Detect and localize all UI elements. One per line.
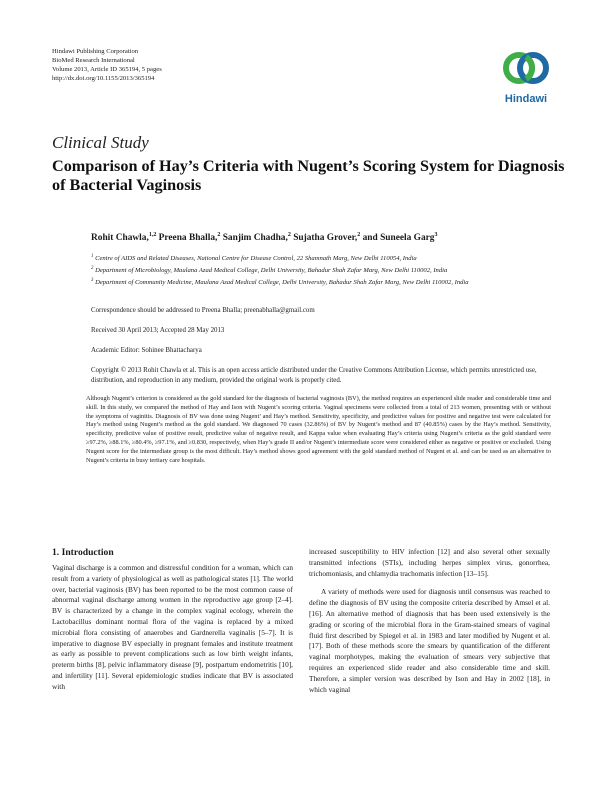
- journal-line: BioMed Research International: [52, 57, 135, 64]
- hindawi-logo-text: Hindawi: [504, 93, 548, 105]
- author-list: [91, 232, 438, 243]
- paper-title: Comparison of Hay’s Criteria with Nugent’s Scoring System for Diagnosis of Bacterial Vaginosis: [52, 157, 565, 194]
- affiliation: [91, 265, 561, 276]
- author-name: Sujatha Grover,: [293, 233, 358, 244]
- study-type: Clinical Study: [52, 133, 149, 152]
- affiliation-sup: 3: [91, 278, 94, 283]
- academic-editor: Academic Editor: Sohinee Bhattacharya: [91, 347, 202, 354]
- affiliation: [91, 277, 511, 288]
- section-heading: 1. Introduction: [52, 547, 114, 558]
- volume-line: Volume 2013, Article ID 365194, 5 pages: [52, 66, 162, 73]
- paragraph: increased susceptibility to HIV infection [12] and also several other sexually transmitted infections (STIs), including herpes simplex virus, gonorrhea, trichomoniasis, and chlamydia trachomatis infection [13–15].: [309, 547, 550, 578]
- affiliation-text: Department of Microbiology, Maulana Azad Medical College, Delhi University, Bahadur Shah Zafar Marg, New Delhi 110002, India: [95, 267, 448, 275]
- author-affil-sup: 2: [287, 232, 291, 238]
- affiliation-text: Department of Community Medicine, Maulana Azad Medical College, Delhi University, Bahadur Shah Zafar Marg, New Delhi 110002, India: [95, 279, 469, 287]
- author-name: Sanjim Chadha,: [222, 233, 288, 244]
- affiliation-sup: 1: [91, 254, 94, 259]
- paragraph: A variety of methods were used for diagnosis until consensus was reached to define the diagnosis of BV using the composite criteria described by Amsel et al. [16]. An alternative method of diagnosis that has been used extensively is the grading or scoring of the microbial flora in the Gram-stained smears of vaginal fluid first described by Spiegel et al. in 1983 and later modified by Nugent et al. [17]. Both of these methods score the smears by quantification of the different vaginal morphotypes, making the evaluation of smears very subjective that requires an experienced slide reader and also considerable time and skill. Therefore, a simpler version was described by Ison and Hay in 2002 [18], in which vaginal: [309, 587, 550, 694]
- author-affil-sup: 3: [434, 232, 438, 238]
- affiliation-sup: 2: [91, 266, 94, 271]
- affiliation: [91, 253, 561, 264]
- author-name: Preena Bhalla,: [158, 233, 218, 244]
- doi-line[interactable]: http://dx.doi.org/10.1155/2013/365194: [52, 75, 155, 82]
- author-affil-sup: 2: [357, 232, 361, 238]
- abstract: Although Nugent’s criterion is considered as the gold standard for the diagnosis of bacterial vaginosis (BV), the method requires an experienced slide reader and considerable time and skill. In this study, we compared the method of Hay and Ison with Nugent’s scoring criteria. Vaginal specimens were collected from a total of 213 women, presenting with or without the symptoms of vaginitis. Diagnosis of BV was done using Nugent’ and Hay’s method. Sensitivity, specificity, and predictive values for positive and negative test were calculated for Hay’s method using Nugent’s method as the gold standard. We diagnosed 70 cases (32.86%) of BV by Nugent’s method and 87 (40.85%) cases by the Hay’s method. Sensitivity, specificity, predictive value of positive result, predictive value of negative result, and Kappa value when evaluating Hay’s criteria using Nugent’s criteria as the gold standard were ≥97.2%, ≥88.1%, ≥80.4%, ≥97.1%, and ≥0.830, respectively, when Hay’s grade II and/or Nugent’s intermediate score were considered either as negative or positive or excluded. Using Nugent score for the intermediate group is the most difficult. Hay’s method shows good agreement with the gold standard method of Nugent et al. and can be used as an alternative to Nugent’s criteria in busy tertiary care hospitals.: [86, 395, 551, 464]
- copyright-notice: Copyright © 2013 Rohit Chawla et al. This is an open access article distributed under the Creative Commons Attribution License, which permits unrestricted use, distribution, and reproduction in any medium, provided the original work is properly cited.: [91, 367, 537, 384]
- received-accepted-dates: Received 30 April 2013; Accepted 28 May 2013: [91, 327, 225, 334]
- affiliation-text: Centre of AIDS and Related Diseases, National Centre for Disease Control, 22 Shamnath Marg, New Delhi 110054, India: [95, 255, 417, 263]
- paragraph: Vaginal discharge is a common and distressful condition for a woman, which can result from a variety of physiological as well as pathological states [1]. The world over, bacterial vaginosis (BV) has been reported to be the most common cause of abnormal vaginal discharge among women in the reproductive age group [2–4]. BV is characterized by a change in the complex vaginal ecology, wherein the Lactobacillus dominant normal flora of the vagina is replaced by a mixed microbial flora consisting of anaerobes and Gardnerella vaginalis [5–7]. It is imperative to diagnose BV especially in pregnant females and institute treatment as early as possible to prevent complications such as low birth weight infants, preterm births [8], pelvic inflammatory disease [9], postpartum endometritis [10], and infertility [11]. Several epidemiologic studies indicate that BV is associated with: [52, 563, 293, 691]
- author-name: Rohit Chawla,: [91, 233, 149, 244]
- hindawi-logo-icon: [496, 44, 556, 92]
- author-affil-sup: 2: [217, 232, 221, 238]
- body-column-left: [52, 563, 293, 693]
- publication-info: [52, 47, 162, 83]
- author-name: and Suneela Garg: [362, 233, 435, 244]
- body-column-right: [309, 547, 550, 695]
- publisher-line: Hindawi Publishing Corporation: [52, 48, 139, 55]
- correspondence: Correspondence should be addressed to Preena Bhalla; preenabhalla@gmail.com: [91, 307, 315, 314]
- hindawi-logo: [496, 44, 556, 108]
- author-affil-sup: 1,2: [148, 232, 157, 238]
